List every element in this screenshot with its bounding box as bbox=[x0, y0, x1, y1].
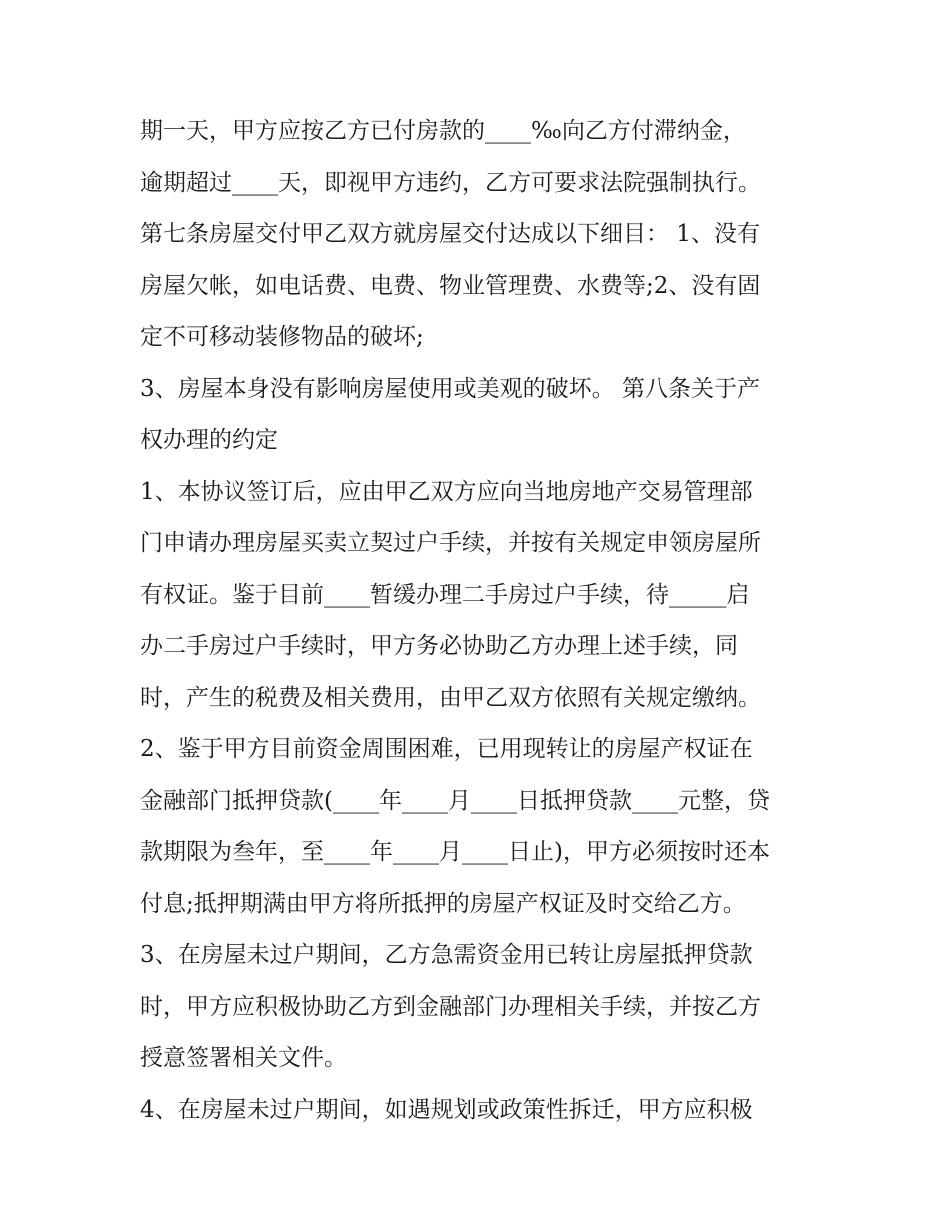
text-line: 期一天，甲方应按乙方已付房款的____‰向乙方付滞纳金， bbox=[140, 118, 746, 144]
text-line: 有权证。鉴于目前____暂缓办理二手房过户手续，待_____启 bbox=[140, 581, 750, 608]
text-line: 时，甲方应积极协助乙方到金融部门办理相关手续，并按乙方 bbox=[140, 993, 761, 1020]
text-line: 3、房屋本身没有影响房屋使用或美观的破坏。 第八条关于产 bbox=[140, 375, 760, 402]
text-line: 4、在房屋未过户期间，如遇规划或政策性拆迁，甲方应积极 bbox=[140, 1096, 753, 1123]
text-line: 2、鉴于甲方目前资金周围困难，已用现转让的房屋产权证在 bbox=[140, 736, 753, 762]
text-line: 逾期超过____天，即视甲方违约，乙方可要求法院强制执行。 bbox=[140, 169, 761, 196]
text-line: 授意签署相关文件。 bbox=[140, 1045, 347, 1071]
text-line: 定不可移动装修物品的破坏; bbox=[140, 324, 424, 350]
text-line: 付息;抵押期满由甲方将所抵押的房屋产权证及时交给乙方。 bbox=[140, 890, 746, 917]
text-line: 门申请办理房屋买卖立契过户手续，并按有关规定申领房屋所 bbox=[140, 530, 761, 556]
text-line: 金融部门抵押贷款(____年____月____日抵押贷款____元整，贷 bbox=[140, 787, 770, 814]
text-line: 1、本协议签订后，应由甲乙双方应向当地房地产交易管理部 bbox=[140, 478, 753, 505]
text-line: 办二手房过户手续时，甲方务必协助乙方办理上述手续，同 bbox=[140, 633, 738, 659]
text-line: 第七条房屋交付甲乙双方就房屋交付达成以下细目： 1、没有 bbox=[140, 221, 760, 247]
text-line: 时，产生的税费及相关费用，由甲乙双方依照有关规定缴纳。 bbox=[140, 684, 761, 711]
text-line: 房屋欠帐，如电话费、电费、物业管理费、水费等;2、没有固 bbox=[140, 272, 761, 299]
text-line: 款期限为叁年，至____年____月____日止)，甲方必须按时还本 bbox=[140, 839, 770, 865]
text-line: 3、在房屋未过户期间，乙方急需资金用已转让房屋抵押贷款 bbox=[140, 942, 753, 968]
document-body bbox=[140, 106, 820, 1136]
text-line: 权办理的约定 bbox=[140, 427, 278, 453]
